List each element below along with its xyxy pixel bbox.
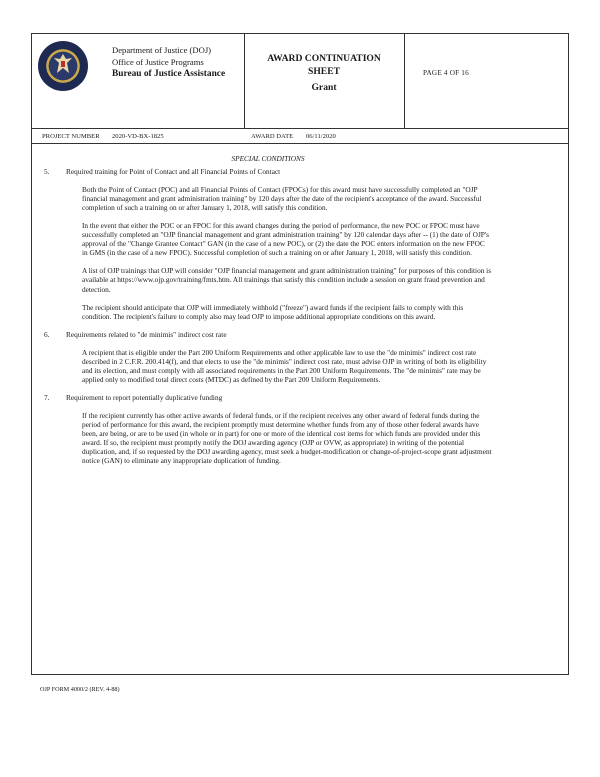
condition-paragraph: A list of OJP trainings that OJP will consider "OJP financial management and grant administration training" for purposes of this condition is available at https://www.ojp.gov/training/fmts.htm. All trainings that satisfy this condition include a session on grant fraud prevention and detection. (82, 266, 492, 294)
project-number-value: 2020-VD-BX-1825 (112, 133, 164, 140)
award-date-label: AWARD DATE (251, 133, 294, 140)
header-divider (31, 128, 569, 129)
agency-line-bja: Bureau of Justice Assistance (112, 69, 226, 80)
condition-paragraph: A recipient that is eligible under the Part 200 Uniform Requirements and other applicable law to use the "de minimis" indirect cost rate described in 2 C.F.R. 200.414(f), and that elects to use the "de minimis" indirect cost rate, must advise OJP in writing of both its eligibility and its election, and must comply with all associated requirements in the Part 200 Uniform Requirements. The "de minimis" rate may be applied only to modified total direct costs (MTDC) as defined by the Part 200 Uniform Requirements. (82, 347, 487, 384)
special-conditions-heading: SPECIAL CONDITIONS (231, 154, 305, 163)
condition-paragraph: If the recipient currently has other active awards of federal funds, or if the recipient receives any other award of federal funds during the period of performance for this award, the recipient promptly must determine whether funds from any of those other federal awards have been, are being, or are to be used (in whole or in part) for one or more of the identical cost items for which funds are provided under this award. If so, the recipient must promptly notify the DOJ awarding agency (OJP or OVW, as appropriate) in writing of the potential duplication, and, if so requested by the DOJ awarding agency, must seek a budget-modification or change-of-project-scope grant adjustment notice (GAN) to eliminate any inappropriate duplication of funding. (82, 410, 492, 466)
condition-title: Required training for Point of Contact and all Financial Points of Contact (66, 167, 281, 177)
condition-item-5 (44, 167, 492, 176)
condition-item-6 (44, 330, 492, 339)
eagle-icon (53, 53, 73, 75)
title-line-grant: Grant (311, 82, 337, 94)
form-identifier: OJP FORM 4000/2 (REV. 4-88) (40, 686, 120, 693)
title-line-2: SHEET (308, 65, 340, 77)
header-col-divider-1 (244, 33, 245, 128)
doj-seal-logo (38, 41, 88, 91)
project-number-label: PROJECT NUMBER (42, 133, 100, 140)
condition-title: Requirement to report potentially duplicative funding (66, 392, 223, 402)
conditions-body (44, 154, 492, 474)
condition-item-7 (44, 393, 492, 402)
meta-divider (31, 143, 569, 144)
agency-line-doj: Department of Justice (DOJ) (112, 45, 212, 55)
condition-title: Requirements related to "de minimis" indirect cost rate (66, 329, 227, 339)
condition-paragraph: Both the Point of Contact (POC) and all Financial Points of Contact (FPOCs) for this award must have successfully completed an "OJP financial management and grant administration training" by 120 days after the date of the recipient's acceptance of the award. Successful completion of such a training on or after January 1, 2018, will satisfy this condition. (82, 185, 482, 213)
page-indicator: PAGE 4 OF 16 (423, 69, 469, 77)
agency-line-ojp: Office of Justice Programs (112, 57, 204, 68)
award-date-value: 06/11/2020 (306, 133, 336, 140)
condition-number: 7. (44, 392, 50, 402)
agency-block (112, 44, 225, 81)
sheet-title (256, 53, 392, 95)
condition-paragraph: In the event that either the POC or an FPOC for this award changes during the period of performance, the new POC or FPOC must have successfully completed an "OJP financial management and grant administration training" by 120 calendar days after -- (1) the date of OJP's approval of the "Change Grantee Contact" GAN (in the case of a new POC), or (2) the date the POC enters information on the new FPOC in GMS (in the case of a new FPOC). Successful completion of such a training on or after January 1, 2018, will satisfy this condition. (82, 221, 489, 258)
header-col-divider-2 (404, 33, 405, 128)
title-line-1: AWARD CONTINUATION (267, 53, 381, 64)
condition-number: 6. (44, 329, 50, 339)
condition-paragraph: The recipient should anticipate that OJP will immediately withhold ("freeze") award funds if the recipient fails to comply with this condition. The recipient's failure to comply also may lead OJP to impose additional appropriate conditions on this award. (82, 302, 464, 321)
condition-number: 5. (44, 167, 50, 177)
